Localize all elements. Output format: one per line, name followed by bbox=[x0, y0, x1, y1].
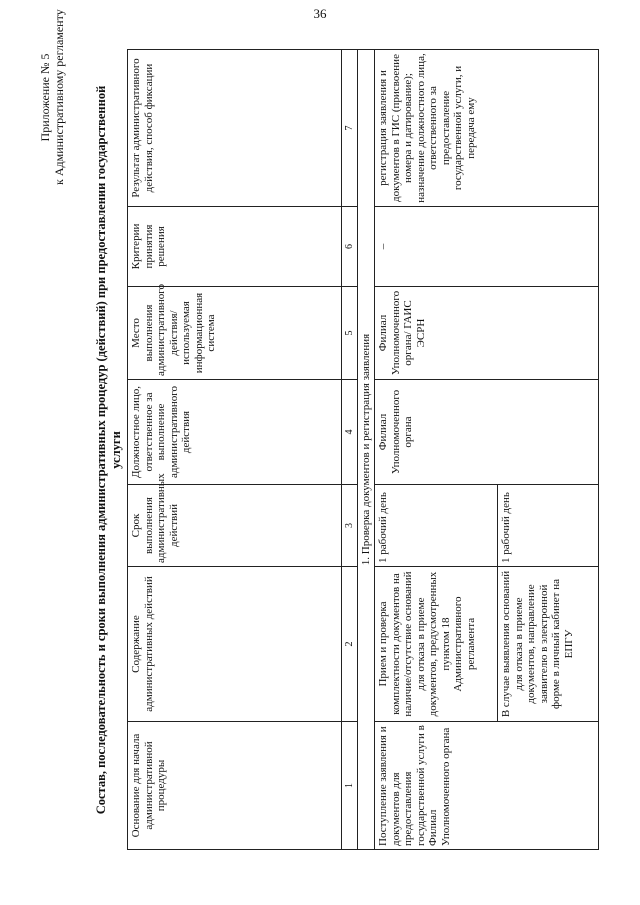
cell-result: регистрация заявления и документов в ГИС (присвоение номера и датирование); назначение должностного лица, ответственного за предоставление государственной услуги, и передача ему bbox=[375, 50, 599, 207]
title-line: услуги bbox=[109, 431, 123, 469]
header-result: Результат административного действия, способ фиксации bbox=[128, 50, 342, 207]
document-title bbox=[94, 15, 124, 885]
section-row bbox=[358, 50, 375, 850]
cell-term: 1 рабочий день bbox=[375, 485, 498, 567]
column-number: 4 bbox=[342, 380, 358, 485]
column-number: 6 bbox=[342, 207, 358, 287]
cell-place: Филиал Уполномоченного органа/ ГАИС ЭСРН bbox=[375, 287, 599, 380]
header-content: Содержание административных действий bbox=[128, 567, 342, 722]
cell-content: Прием и проверка комплектности документов на наличие/отсутствие оснований для отказа в приеме документов, предусмотренных пунктом 18 Административного регламента bbox=[375, 567, 498, 722]
cell-content: В случае выявления оснований для отказа в приеме документов, направление заявителю в электронной форме в личный кабинет на ЕПГУ bbox=[498, 567, 599, 722]
cell-basis: Поступление заявления и документов для предоставления государственной услуги в Филиал Уполномоченного органа bbox=[375, 722, 599, 850]
column-number: 2 bbox=[342, 567, 358, 722]
column-number: 7 bbox=[342, 50, 358, 207]
header-criteria: Критерии принятия решения bbox=[128, 207, 342, 287]
cell-criteria: – bbox=[375, 207, 599, 287]
header-official: Должностное лицо, ответственное за выполнение административного действия bbox=[128, 380, 342, 485]
appendix-number: Приложение № 5 bbox=[38, 53, 52, 142]
column-number: 1 bbox=[342, 722, 358, 850]
cell-official: Филиал Уполномоченного органа bbox=[375, 380, 599, 485]
appendix-caption bbox=[38, 10, 66, 185]
header-basis: Основание для начала административной процедуры bbox=[128, 722, 342, 850]
table-header-row bbox=[128, 50, 342, 850]
table-row bbox=[375, 50, 498, 850]
column-number: 3 bbox=[342, 485, 358, 567]
procedures-table bbox=[127, 49, 599, 850]
header-place: Место выполнения административного действия/ используемая информационная система bbox=[128, 287, 342, 380]
section-title: 1. Проверка документов и регистрация заявления bbox=[358, 50, 375, 850]
appendix-reference: к Административному регламенту bbox=[52, 9, 66, 185]
header-term: Срок выполнения административных действий bbox=[128, 485, 342, 567]
cell-term: 1 рабочий день bbox=[498, 485, 599, 567]
page-number: 36 bbox=[313, 6, 327, 21]
title-line: Состав, последовательность и сроки выполнения административных процедур (действий) при предоставлении государственной bbox=[94, 85, 108, 815]
column-number: 5 bbox=[342, 287, 358, 380]
column-number-row bbox=[342, 50, 358, 850]
